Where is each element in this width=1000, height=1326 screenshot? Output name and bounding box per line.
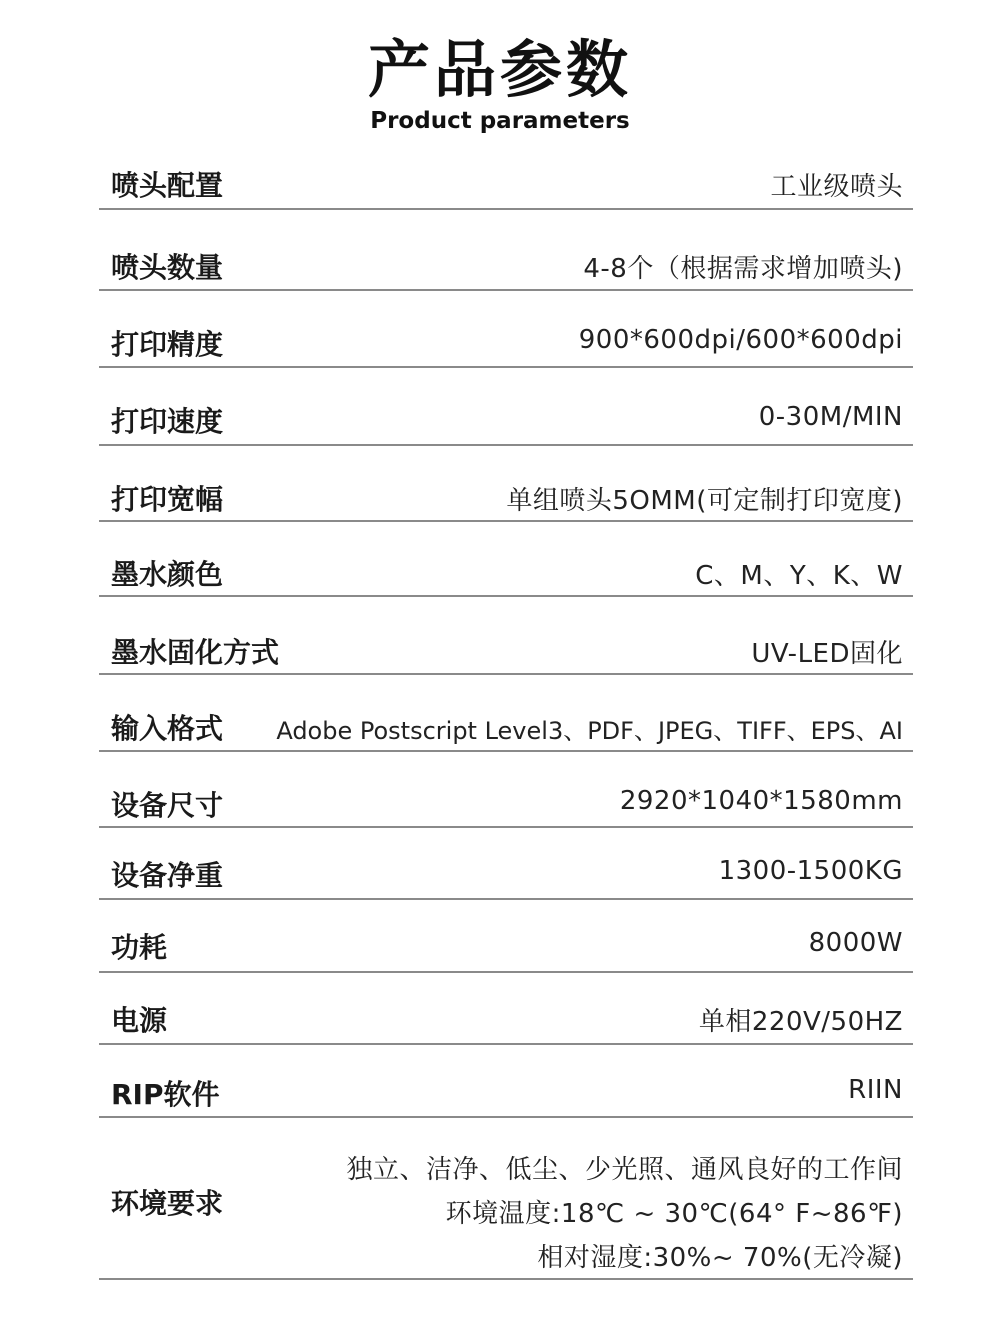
param-label: 打印精度 — [111, 328, 224, 361]
param-label: 打印宽幅 — [111, 483, 224, 516]
param-row-power-consumption — [99, 900, 913, 973]
param-row-power-supply — [99, 973, 913, 1045]
param-value: 4-8个（根据需求增加喷头) — [583, 254, 903, 284]
param-row-print-speed — [99, 368, 913, 446]
param-label: 墨水颜色 — [111, 558, 224, 591]
param-value: Adobe Postscript Level3、PDF、JPEG、TIFF、EPS、AI — [276, 717, 903, 745]
param-value: 0-30M/MIN — [758, 402, 903, 432]
param-label: 设备净重 — [111, 859, 224, 892]
param-value: 单组喷头5OMM(可定制打印宽度) — [506, 486, 903, 516]
page-subtitle: Product parameters — [370, 108, 630, 134]
param-value: 单相220V/50HZ — [698, 1007, 903, 1037]
param-row-net-weight — [99, 828, 913, 900]
param-value: UV-LED固化 — [751, 639, 903, 669]
param-label: 输入格式 — [111, 712, 224, 745]
env-line-humidity: 相对湿度:30%~ 70%(无冷凝) — [537, 1243, 903, 1273]
param-row-print-width — [99, 446, 913, 522]
param-value: 工业级喷头 — [770, 172, 903, 202]
param-value: C、M、Y、K、W — [695, 561, 903, 591]
param-label: 打印速度 — [111, 405, 224, 438]
param-label: RIP软件 — [111, 1078, 220, 1111]
param-label: 设备尺寸 — [111, 789, 224, 822]
param-label: 电源 — [111, 1004, 168, 1037]
param-value: 8000W — [808, 928, 903, 958]
env-line-workspace: 独立、洁净、低尘、少光照、通风良好的工作间 — [346, 1155, 903, 1185]
page-title: 产品参数 — [367, 33, 632, 106]
param-value: 1300-1500KG — [718, 856, 903, 886]
param-label: 功耗 — [111, 931, 168, 964]
param-row-environment — [99, 1118, 913, 1280]
param-label: 环境要求 — [111, 1187, 224, 1220]
param-row-input-format — [99, 675, 913, 752]
param-value: 2920*1040*1580mm — [619, 786, 903, 816]
param-row-ink-curing — [99, 597, 913, 675]
param-row-nozzle-config — [99, 150, 913, 210]
param-label: 墨水固化方式 — [111, 636, 280, 669]
param-value: RIIN — [848, 1075, 903, 1105]
param-row-rip-software — [99, 1045, 913, 1118]
param-row-print-precision — [99, 291, 913, 368]
param-row-device-size — [99, 752, 913, 828]
param-value-lines — [346, 1148, 903, 1280]
param-label: 喷头数量 — [111, 251, 224, 284]
env-line-temperature: 环境温度:18℃ ~ 30℃(64° F~86℉) — [445, 1199, 903, 1229]
param-row-nozzle-count — [99, 210, 913, 291]
param-label: 喷头配置 — [111, 169, 224, 202]
param-row-ink-colors — [99, 522, 913, 597]
param-value: 900*600dpi/600*600dpi — [578, 325, 903, 355]
